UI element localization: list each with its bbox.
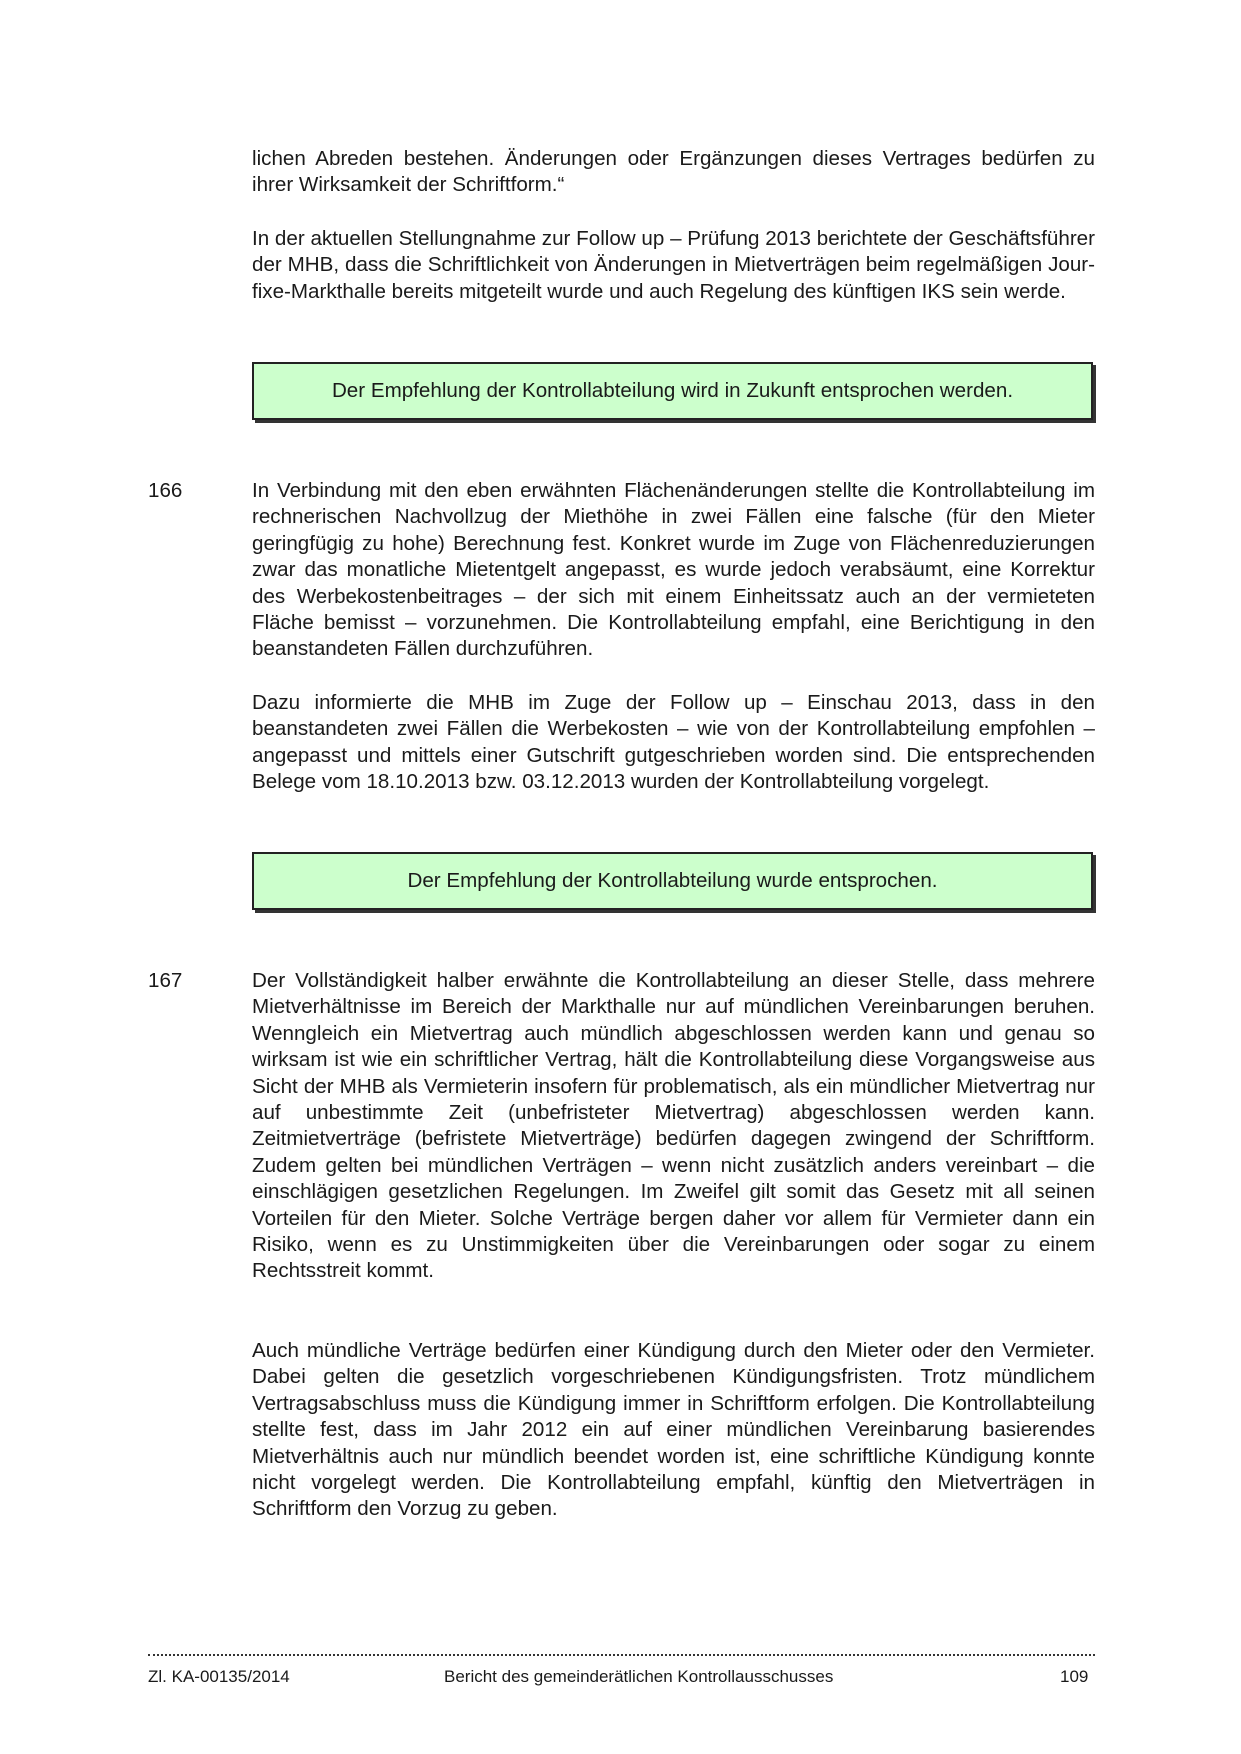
paragraph-follow-up-statement: In der aktuellen Stellungnahme zur Follow up – Prüfung 2013 berichtete der Geschäftsführer der MHB, dass die Schriftlichkeit von Änderungen in Mietverträgen beim regelmäßigen Jour-fixe-Markthalle bereits mitgeteilt wurde und auch Regelung des künftigen IKS sein werde. bbox=[252, 227, 1095, 303]
paragraph-166-response: Dazu informierte die MHB im Zuge der Follow up – Einschau 2013, dass in den beanstandeten zwei Fällen die Werbekosten – wie von der Kontrollabteilung empfohlen – angepasst und mittels einer Gutschrift gutgeschrieben worden sind. Die entsprechenden Belege vom 18.10.2013 bzw. 03.12.2013 wurden der Kontrollabteilung vorgelegt. bbox=[252, 691, 1095, 794]
paragraph-167-termination: Auch mündliche Verträge bedürfen einer Kündigung durch den Mieter oder den Vermieter. Dabei gelten die gesetzlich vorgeschriebenen Kündigungsfristen. Trotz mündlichem Vertragsabschluss muss die Kündigung immer in Schriftform erfolgen. Die Kontrollabteilung stellte fest, dass im Jahr 2012 ein auf einer mündlichen Vereinbarung basierendes Mietverhältnis auch nur mündlich beendet worden ist, eine schriftliche Kündigung konnte nicht vorgelegt werden. Die Kontrollabteilung empfahl, künftig den Mietverträgen in Schriftform den Vorzug zu geben. bbox=[252, 1339, 1095, 1521]
footer-reference: Zl. KA-00135/2014 bbox=[148, 1667, 290, 1686]
footer-divider bbox=[148, 1654, 1095, 1656]
footer-page-number: 109 bbox=[1060, 1667, 1089, 1686]
footer-title: Bericht des gemeinderätlichen Kontrollausschusses bbox=[444, 1667, 834, 1686]
section-number-167: 167 bbox=[148, 969, 183, 992]
recommendation-text: Der Empfehlung der Kontrollabteilung wurde entsprochen. bbox=[407, 869, 938, 892]
section-number-166: 166 bbox=[148, 479, 183, 502]
recommendation-text: Der Empfehlung der Kontrollabteilung wird in Zukunft entsprochen werden. bbox=[331, 379, 1014, 402]
paragraph-continuation: lichen Abreden bestehen. Änderungen oder Ergänzungen dieses Vertrages bedürfen zu ihrer Wirksamkeit der Schriftform.“ bbox=[252, 147, 1095, 197]
paragraph-167-finding: Der Vollständigkeit halber erwähnte die Kontrollabteilung an dieser Stelle, dass mehrere Mietverhältnisse im Bereich der Markthalle nur auf mündlichen Vereinbarungen beruhen. Wenngleich ein Mietvertrag auch mündlich abgeschlossen werden kann und genau so wirksam ist wie ein schriftlicher Vertrag, hält die Kontrollabteilung diese Vorgangsweise aus Sicht der MHB als Vermieterin insofern für problematisch, als ein mündlicher Mietvertrag nur auf unbestimmte Zeit (unbefristeter Mietvertrag) abgeschlossen werden kann. Zeitmietverträge (befristete Mietverträge) bedürfen dagegen zwingend der Schriftform. Zudem gelten bei mündlichen Verträgen – wenn nicht zusätzlich anders vereinbart – die einschlägigen gesetzlichen Regelungen. Im Zweifel gilt somit das Gesetz mit all seinen Vorteilen für den Mieter. Solche Verträge bergen daher vor allem für Vermieter dann ein Risiko, wenn es zu Unstimmigkeiten über die Vereinbarungen oder sogar zu einem Rechtsstreit kommt. bbox=[252, 969, 1095, 1283]
recommendation-box-fulfilled bbox=[252, 852, 1093, 910]
recommendation-box-future bbox=[252, 362, 1093, 420]
paragraph-166-finding: In Verbindung mit den eben erwähnten Flächenänderungen stellte die Kontrollabteilung im rechnerischen Nachvollzug der Miethöhe in zwei Fällen eine falsche (für den Mieter geringfügig zu hohe) Berechnung fest. Konkret wurde im Zuge von Flächenreduzierungen zwar das monatliche Mietentgelt angepasst, es wurde jedoch verabsäumt, eine Korrektur des Werbekostenbeitrages – der sich mit einem Einheitssatz auch an der vermieteten Fläche bemisst – vorzunehmen. Die Kontrollabteilung empfahl, eine Berichtigung in den beanstandeten Fällen durchzuführen. bbox=[252, 479, 1095, 661]
